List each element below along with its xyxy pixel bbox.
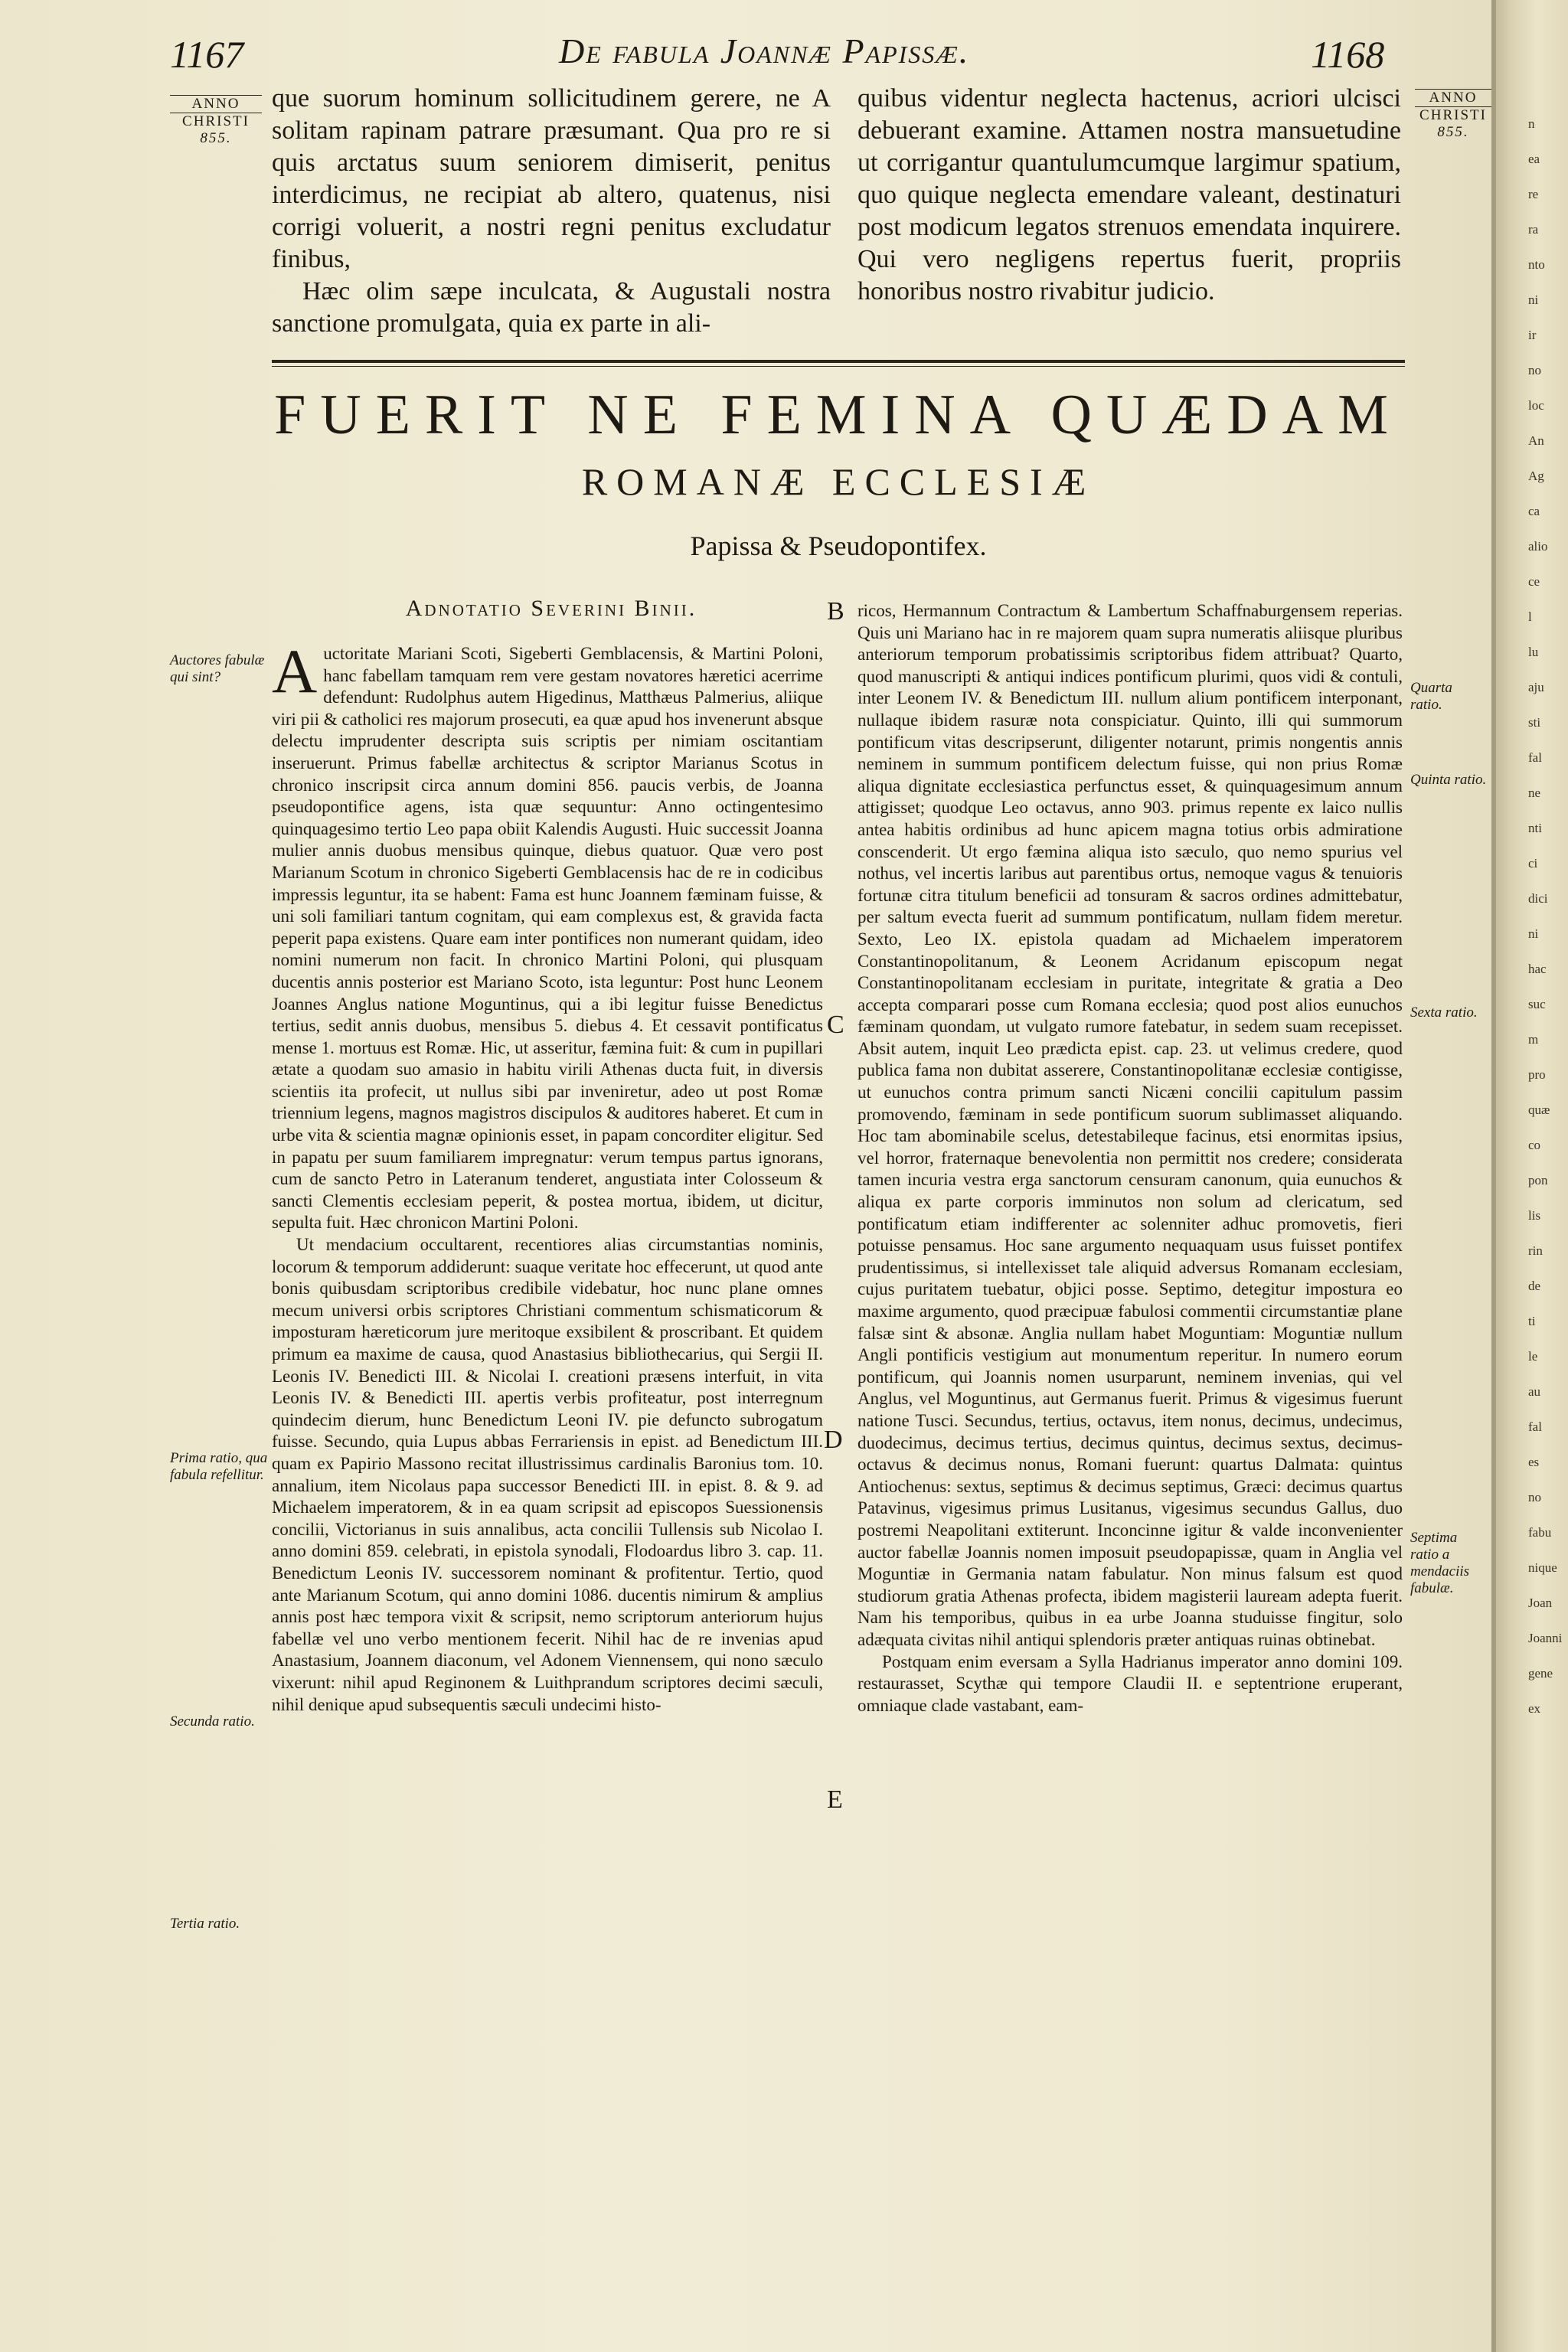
edge-fragment: Ag (1528, 469, 1544, 483)
edge-fragment: no (1528, 363, 1541, 377)
anno-label: ANNO (170, 95, 262, 113)
column-letter-e: E (827, 1785, 843, 1814)
edge-fragment: nique (1528, 1560, 1557, 1575)
edge-fragment: aju (1528, 680, 1544, 694)
edge-fragment: le (1528, 1349, 1538, 1364)
anno-year: 855. (1437, 124, 1469, 140)
edge-fragment: ne (1528, 786, 1541, 800)
top-left-paragraph-1: que suorum hominum sollicitudinem gerere, ne A solitam rapinam patrare præsumant. Qua pro re si quis arctatus suum seniorem dimiserit, penitus interdicimus, ne recipiat ab altero, quatenus, nisi corrigi voluerit, a nostri regni penitus excludatur finibus, (272, 84, 831, 273)
next-page-fragments (1528, 115, 1566, 1799)
top-left-paragraph-2: Hæc olim sæpe inculcata, & Augustali nostra sanctione promulgata, quia ex parte in ali- (272, 277, 831, 338)
edge-fragment: quæ (1528, 1102, 1550, 1117)
edge-fragment: ce (1528, 574, 1540, 589)
edge-fragment: fal (1528, 1419, 1542, 1434)
right-paragraph-1: ricos, Hermannum Contractum & Lambertum Schaffnaburgensem reperias. Quis uni Mariano hac in re majorem quam supra numeratis aliisque pluribus anteriorum temporum probatissimis scriptoribus fidem attribuat? Quarto, quod manuscripti & antiqui indices pontificum plurimi, quos vidi & contuli, inter Leonem IV. & Benedictum III. nullum alium pontificem interponant, nullaque ibidem rasuræ nota conspiciatur. Quinto, illi qui summorum pontificum vitas descripserunt, diligenter notarunt, primis nongentis annis neminem in summum pontificem delectum fuisse, qui non prius Romæ aliqua dignitate ecclesiastica perfunctus esset, & quinquagesimum annum attigisset; quodque Leo octavus, anno 903. primus repente ex laico nullis antea habitis ordinibus ad hunc apicem magna totius orbis admiratione conscenderit. Ut ergo fæmina aliqua isto sæculo, quo nemo spurius vel nothus, vel incertis laribus aut parentibus ortus, nemoque vagus & tenuioris fortunæ citra titulum beneficii ad tonsuram & sacros ordines admittebatur, per saltum evecta fuerit ad summum pontificatum, nullam fidem meretur. Sexto, Leo IX. epistola quadam ad Michaelem imperatorem Constantinopolitanum, & Leonem Acridanum episcopum negat Constantinopolitanam ecclesiam in puritate, integritate & gratia a Deo accepta comparari posse cum Romana ecclesia; quod post alios eunuchos fæminam quondam, ut vulgato rumore fatebatur, in sedem suam recepisset. Absit autem, inquit Leo prædicta epist. cap. 23. ut velimus credere, quod publica fama non dubitat asserere, Constantinopolitanæ ecclesiæ contigisse, ut eunuchos contra primum sancti Nicæni concilii capitulum passim promovendo, fæminam in sede pontificum suorum sublimasset aliquando. Hoc tam abominabile scelus, detestabileque facinus, etsi enormitas ipsius, vel horror, fraternaque benevolentia non permittit nos credere; considerata tamen incuria vestra erga sanctorum censuram canonum, quia eunuchos & aliqua ex parte corporis imminutos non solum ad clericatum, sed pontificatum etiam indifferenter ac solenniter adhuc promovetis, fieri potuisse pensamus. Hoc sane argumento nequaquam usus fuisset pontifex prudentissimus, si intellexisset tale aliquid adversus Romanam ecclesiam, cujus puritatem tuebatur, objici posse. Septimo, detegitur impostura eo maxime argumento, quod præcipuæ fabulosi commentii circumstantiæ plane falsæ sint & absonæ. Anglia nullam habet Moguntiam: Moguntiæ nullum Angli pontificis vestigium aut monumentum reperitur. In numero eorum pontificum, qui Joannis nomen usurparunt, neminem invenias, qui vel Anglus, vel Moguntinus, aut Germanus fuerit. Primus & vigesimus fuerunt natione Tusci. Secundus, tertius, octavus, item nonus, decimus, undecimus, duodecimus, decimus tertius, decimus quintus, decimus sextus, decimus-octavus & decimus nonus, Romani fuerunt: quartus Dalmata: quintus Antiochenus: sextus, septimus & decimus septimus, Græci: decimus quartus Patavinus, vigesimus primus Lusitanus, vigesimus secundus Gallus, duo postremi Neapolitani extiterunt. Inconcinne igitur & valde inconvenienter auctor fabellæ Joannis nomen imposuit pseudopapissæ, quam in Anglia vel Moguntiæ in Germania natam fabulatur. Non minus falsum est quod studiorum gratia Athenas profecta, ibidem magisterii lauream adepta fuerit. Nam his temporibus, quibus in ea urbe Joanna studuisse fingitur, solo adæquata civitas nihil antiqui splendoris præter antiquas ruinas obtinebat. (858, 601, 1403, 1649)
column-letter-d: D (824, 1426, 843, 1454)
edge-fragment: rin (1528, 1243, 1543, 1258)
edge-fragment: es (1528, 1455, 1540, 1469)
christi-label: CHRISTI (1419, 107, 1487, 123)
edge-fragment: de (1528, 1279, 1541, 1293)
edge-fragment: lis (1528, 1208, 1541, 1223)
left-body-column (272, 643, 823, 2205)
margin-note-sexta-ratio: Sexta ratio. (1410, 1004, 1478, 1021)
edge-fragment: hac (1528, 962, 1547, 976)
edge-fragment: m (1528, 1032, 1539, 1047)
margin-note-septima-ratio: Septima ratio a mendaciis fabulæ. (1410, 1530, 1470, 1596)
edge-fragment: re (1528, 187, 1539, 201)
top-left-column (272, 83, 831, 340)
margin-note-prima-ratio: Prima ratio, qua fabula refellitur. (170, 1450, 268, 1483)
annotation-heading: Adnotatio Severini Binii. (405, 596, 697, 621)
top-right-column (858, 83, 1401, 308)
page-number-right: 1168 (1311, 33, 1385, 76)
edge-fragment: co (1528, 1138, 1541, 1152)
top-right-paragraph: quibus videntur neglecta hactenus, acriori ulcisci debuerant examine. Attamen nostra mansuetudine ut corrigantur quantulumcumque largimur spatium, quo quique neglecta emendare valeant, destinaturi post modicum legatos strenuos emendata inquirere. Qui vero negligens repertus fuerit, propriis honoribus nostro rivabitur judicio. (858, 84, 1401, 305)
margin-note-tertia-ratio: Tertia ratio. (170, 1916, 240, 1932)
edge-fragment: nto (1528, 257, 1545, 272)
page-number-left: 1167 (170, 33, 244, 76)
drop-cap: A (272, 643, 318, 706)
anno-label: ANNO (1415, 89, 1491, 107)
edge-fragment: ni (1528, 926, 1539, 941)
divider-rule-thick (272, 360, 1405, 363)
edge-fragment: ex (1528, 1701, 1541, 1716)
column-letter-c: C (827, 1011, 844, 1039)
edge-fragment: ra (1528, 222, 1539, 237)
anno-christi-left (170, 95, 262, 147)
edge-fragment: fabu (1528, 1525, 1552, 1540)
left-paragraph-1-text: uctoritate Mariani Scoti, Sigeberti Gemblacensis, & Martini Poloni, hanc fabellam tamquam rem vere gestam novatores hæretici acerrime defendunt: Rudolphus autem Higedinus, Matthæus Palmerius, aliique viri pii & catholici res majorum prosecuti, ea quæ apud hos invenerunt absque delectu imprudenter descripta suis scriptis per nimiam oscitantiam inseruerunt. Primus fabellæ architectus & scriptor Marianus Scotus in chronico inscripsit circa annum domini 856. paucis verbis, de Joanna pseudopontifice agens, ista quæ sequuntur: Anno octingentesimo quinquagesimo tertio Leo papa obiit Kalendis Augusti. Huic successit Joanna mulier annis duobus mensibus quinque, diebus quatuor. Quæ vero post Marianum Scotum in chronico Sigeberti Gemblacensis hac de re in codicibus impressis leguntur, ita se habent: Fama est hunc Joannem fæminam fuisse, & uni soli familiari tantum cognitam, qui eam complexus est, & gravida facta peperit papa existens. Quare eam inter pontifices non numerant quidam, ideo nomini numerum non facit. In chronico Martini Poloni, qui plusquam ducentis annis posterior est Mariano Scoto, ista leguntur: Post hunc Leonem Joannes Anglus natione Moguntinus, qui a ibi legitur fuisse Benedictus tertius, sedit annis duobus, mensibus 5. diebus 4. Et cessavit pontificatus mense 1. mortuus est Romæ. Hic, ut asseritur, fæmina fuit: & cum in pupillari ætate a quodam suo amasio in habitu virili Athenas ducta fuit, in diversis scientiis ita profecit, ut nullus sibi par inveniretur, adeo ut post Romæ triennium legens, magnos magistros discipulos & auditores haberet. Et cum in urbe vita & scientia magnæ opinionis esset, in papam concorditer eligitur. Sed in papatu per suum familiarem impregnatur: verum tempus partus ignorans, cum de sancto Petro in Lateranum tenderet, angustiata inter Colosseum & sancti Clementis ecclesiam peperit, & postea mortua, ibidem, ut dicitur, sepulta fuit. Hæc chronicon Martini Poloni. (272, 644, 823, 1233)
edge-fragment: alio (1528, 539, 1548, 554)
margin-note-quarta-ratio: Quarta ratio. (1410, 680, 1452, 713)
right-paragraph-2: Postquam enim eversam a Sylla Hadrianus imperator anno domini 109. restaurasset, Scythæ qui tempore Claudii II. e septentrione eruperant, omniaque clade vastabant, eam- (858, 1651, 1403, 1715)
anno-christi-right (1415, 89, 1491, 141)
margin-note-quinta-ratio: Quinta ratio. (1410, 772, 1487, 788)
edge-fragment: ni (1528, 292, 1539, 307)
chapter-title-line-2: ROMANÆ ECCLESIÆ (581, 460, 1096, 503)
edge-fragment: ci (1528, 856, 1538, 871)
christi-label: CHRISTI (182, 113, 250, 129)
edge-fragment: Joan (1528, 1596, 1553, 1610)
edge-fragment: nti (1528, 821, 1542, 835)
edge-fragment: au (1528, 1384, 1541, 1399)
right-body-column (858, 600, 1403, 2139)
running-title: De fabula Joannæ Papissæ. (559, 31, 970, 70)
edge-fragment: sti (1528, 715, 1541, 730)
edge-fragment: ti (1528, 1314, 1536, 1328)
edge-fragment: lu (1528, 645, 1539, 659)
column-letter-b: B (827, 597, 844, 626)
edge-fragment: pon (1528, 1173, 1548, 1187)
edge-fragment: pro (1528, 1067, 1546, 1082)
edge-fragment: gene (1528, 1666, 1553, 1681)
edge-fragment: dici (1528, 891, 1548, 906)
edge-fragment: no (1528, 1490, 1541, 1504)
edge-fragment: loc (1528, 398, 1544, 413)
margin-note-auctores: Auctores fabulæ qui sint? (170, 652, 265, 685)
left-paragraph-2: Ut mendacium occultarent, recentiores alias circumstantias nominis, locorum & temporum addiderunt: suaque veritate hoc effecerunt, ut quod ante bonis quibusdam scriptoribus credibile videbatur, hoc nunc plane omnes mecum universi orbis scriptores Christiani commentum schismaticorum & imposturam hæreticorum jure meritoque exsibilent & proscribant. Et quidem primum ea maxime de causa, quod Anastasius bibliothecarius, qui Sergii II. Leonis IV. Benedicti III. & Nicolai I. creationi præsens interfuit, in vita Leonis IV. & Benedicti III. apertis verbis profiteatur, post interregnum quindecim dierum, hunc Benedictum Leoni IV. pie defuncto subrogatum fuisse. Secundo, quia Lupus abbas Ferrariensis in epist. ad Benedictum III. quam ex Papirio Massono recitat illustrissimus cardinalis Baronius tom. 10. annalium, item Nicolaus papa successor Benedicti III. in epist. 8. & 9. ad Michaelem imperatorem, & in ea quam scripsit ad episcopos Suessionensis concilii, Victorianus in suis annalibus, acta concilii Tullensis sub Nicolao I. anno domini 859. celebrati, in epistola synodali, Flodoardus libro 3. cap. 11. Benedictum Leonis IV. successorem nominant & profitentur. Tertio, quod ante Marianum Scotum, qui anno domini 1086. ducentis nimirum & amplius annis post hæc tempora vixit & scripsit, nemo scriptorum anteriorum hujus fabellæ vel uno verbo mentionem fecerit. Nihil hac de re invenias apud Anastasium, Joannem diaconum, vel Adonem Viennensem, qui nono sæculo vixerunt: nihil apud Reginonem & Luithprandum scriptores decimi sæculi, nihil denique apud subsequentis sæculi undecimi histo- (272, 1235, 823, 1714)
divider-rule-thin (272, 366, 1405, 367)
chapter-title-line-1: FUERIT NE FEMINA QUÆDAM (274, 384, 1403, 446)
edge-fragment: ca (1528, 504, 1540, 518)
chapter-title-line-3: Papissa & Pseudopontifex. (690, 531, 987, 561)
edge-fragment: fal (1528, 750, 1542, 765)
edge-fragment: l (1528, 609, 1532, 624)
edge-fragment: suc (1528, 997, 1546, 1011)
gutter-fold (1491, 0, 1496, 2352)
edge-fragment: n (1528, 116, 1535, 131)
edge-fragment: Joanni (1528, 1631, 1563, 1645)
edge-fragment: ir (1528, 328, 1537, 342)
anno-year: 855. (200, 130, 232, 146)
edge-fragment: ea (1528, 152, 1540, 166)
left-paragraph-1 (272, 643, 823, 1234)
edge-fragment: An (1528, 433, 1544, 448)
margin-note-secunda-ratio: Secunda ratio. (170, 1713, 255, 1730)
